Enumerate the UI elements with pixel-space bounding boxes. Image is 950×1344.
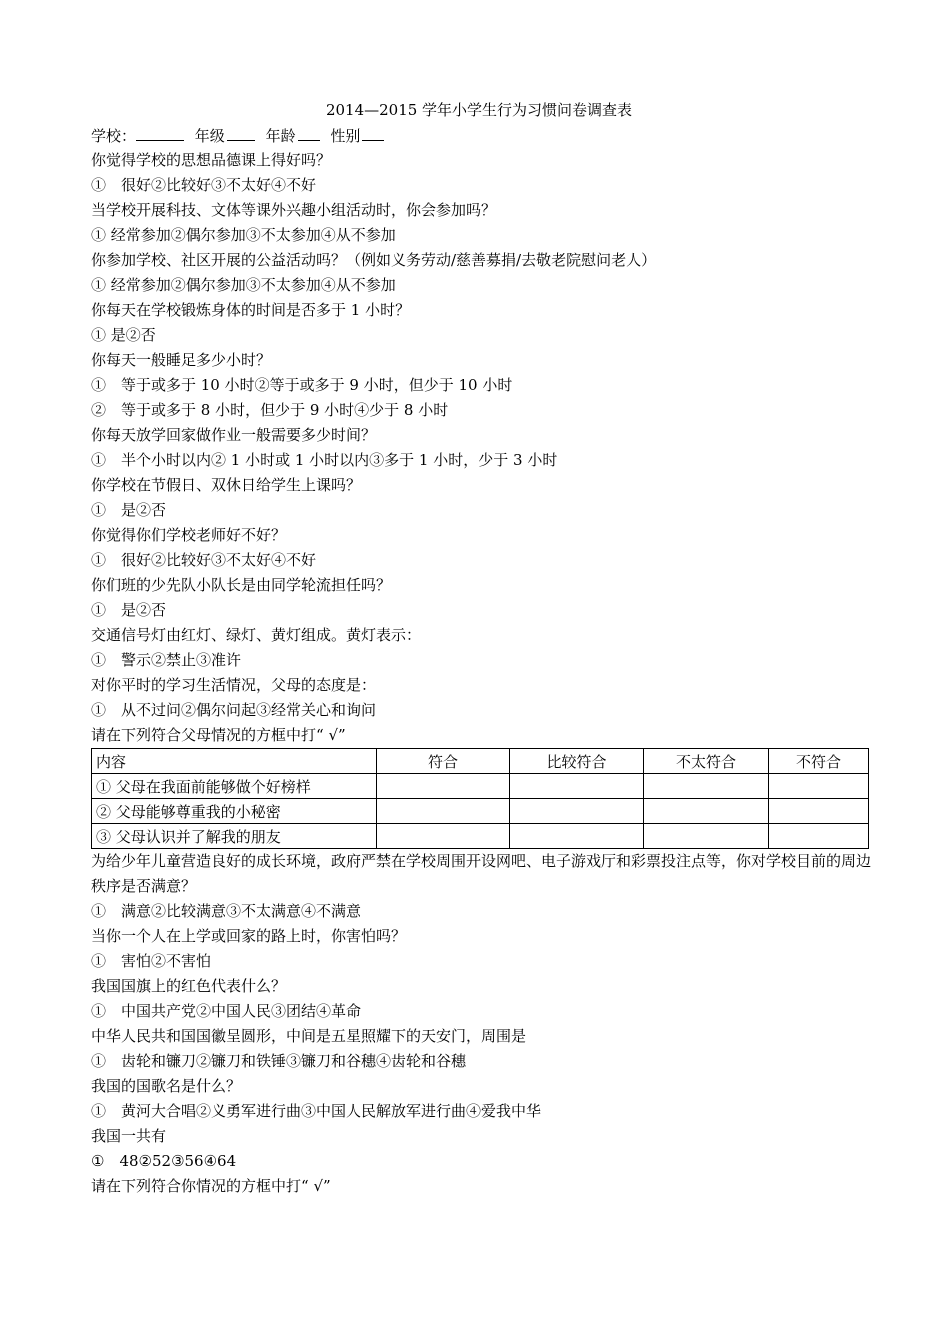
answer-options[interactable]: ① 是②否 xyxy=(91,601,167,619)
question-text: 中华人民共和国国徽呈圆形，中间是五星照耀下的天安门，周围是 xyxy=(91,1027,527,1045)
answer-options[interactable]: ① 中国共产党②中国人民③团结④革命 xyxy=(91,1002,362,1020)
answer-options[interactable]: ① 齿轮和镰刀②镰刀和铁锤③镰刀和谷穗④齿轮和谷穗 xyxy=(91,1052,467,1070)
answer-options[interactable]: ① 害怕②不害怕 xyxy=(91,952,212,970)
gender-blank[interactable] xyxy=(362,123,384,141)
question-text: 我国国旗上的红色代表什么？ xyxy=(91,977,287,995)
table-header-cell: 符合 xyxy=(377,749,510,774)
checkbox-cell[interactable] xyxy=(644,824,769,849)
answer-options[interactable]: ① 黄河大合唱②义勇军进行曲③中国人民解放军进行曲④爱我中华 xyxy=(91,1102,542,1120)
table-header-cell: 内容 xyxy=(92,749,377,774)
table-header-cell: 不太符合 xyxy=(644,749,769,774)
questions-block-2 xyxy=(91,899,871,1199)
question-text: 你们班的少先队小队长是由同学轮流担任吗？ xyxy=(91,576,392,594)
checkbox-cell[interactable] xyxy=(644,799,769,824)
checkbox-cell[interactable] xyxy=(510,799,644,824)
table-header-cell: 比较符合 xyxy=(510,749,644,774)
answer-options[interactable]: ① 经常参加②偶尔参加③不太参加④从不参加 xyxy=(91,276,396,294)
school-blank[interactable] xyxy=(136,123,184,141)
table-row xyxy=(92,799,869,824)
checkbox-cell[interactable] xyxy=(510,774,644,799)
checkbox-cell[interactable] xyxy=(769,799,869,824)
table-instruction: 请在下列符合父母情况的方框中打“ √” xyxy=(91,726,346,744)
header-fields xyxy=(91,123,871,148)
question-text: 你觉得学校的思想品德课上得好吗？ xyxy=(91,151,332,169)
checkbox-cell[interactable] xyxy=(644,774,769,799)
question-text: 当学校开展科技、文体等课外兴趣小组活动时，你会参加吗？ xyxy=(91,201,497,219)
grade-blank[interactable] xyxy=(227,123,255,141)
answer-options[interactable]: ① 等于或多于 10 小时②等于或多于 9 小时，但少于 10 小时 xyxy=(91,376,513,394)
answer-options[interactable]: ① 48②52③56④64 xyxy=(91,1152,237,1170)
question-text: 你每天在学校锻炼身体的时间是否多于 1 小时？ xyxy=(91,301,411,319)
table-row-label: ② 父母能够尊重我的小秘密 xyxy=(92,799,377,824)
table-header-cell: 不符合 xyxy=(769,749,869,774)
questionnaire-page xyxy=(91,98,871,1199)
checkbox-cell[interactable] xyxy=(769,774,869,799)
checkbox-cell[interactable] xyxy=(769,824,869,849)
answer-options[interactable]: ① 满意②比较满意③不太满意④不满意 xyxy=(91,902,362,920)
checkbox-cell[interactable] xyxy=(377,774,510,799)
age-label: 年龄 xyxy=(265,127,296,145)
answer-options[interactable]: ① 很好②比较好③不太好④不好 xyxy=(91,176,317,194)
checkbox-cell[interactable] xyxy=(510,824,644,849)
grade-label: 年级 xyxy=(194,127,225,145)
question-text: 你觉得你们学校老师好不好？ xyxy=(91,526,287,544)
checkbox-cell[interactable] xyxy=(377,824,510,849)
table-instruction: 请在下列符合你情况的方框中打“ √” xyxy=(91,1177,331,1195)
parent-check-table xyxy=(91,748,869,849)
table-row-label: ① 父母在我面前能够做个好榜样 xyxy=(92,774,377,799)
answer-options[interactable]: ② 等于或多于 8 小时，但少于 9 小时④少于 8 小时 xyxy=(91,401,449,419)
question-text: 我国的国歌名是什么？ xyxy=(91,1077,242,1095)
question-text: 你参加学校、社区开展的公益活动吗？（例如义务劳动/慈善募捐/去敬老院慰问老人） xyxy=(91,251,657,269)
page-title: 2014—2015 学年小学生行为习惯问卷调查表 xyxy=(325,101,633,119)
question-paragraph: 为给少年儿童营造良好的成长环境，政府严禁在学校周围开设网吧、电子游戏厅和彩票投注点等，你对学校目前的周边秩序是否满意？ xyxy=(91,852,872,895)
questions-block-1 xyxy=(91,148,871,748)
table-row xyxy=(92,774,869,799)
question-text: 当你一个人在上学或回家的路上时，你害怕吗？ xyxy=(91,927,407,945)
table-row-label: ③ 父母认识并了解我的朋友 xyxy=(92,824,377,849)
answer-options[interactable]: ① 从不过问②偶尔问起③经常关心和询问 xyxy=(91,701,377,719)
question-text: 对你平时的学习生活情况，父母的态度是： xyxy=(91,676,377,694)
gender-label: 性别 xyxy=(330,127,361,145)
answer-options[interactable]: ① 是②否 xyxy=(91,326,156,344)
question-text: 你每天放学回家做作业一般需要多少时间？ xyxy=(91,426,377,444)
answer-options[interactable]: ① 经常参加②偶尔参加③不太参加④从不参加 xyxy=(91,226,396,244)
school-label: 学校： xyxy=(91,127,137,145)
checkbox-cell[interactable] xyxy=(377,799,510,824)
answer-options[interactable]: ① 很好②比较好③不太好④不好 xyxy=(91,551,317,569)
answer-options[interactable]: ① 半个小时以内② 1 小时或 1 小时以内③多于 1 小时，少于 3 小时 xyxy=(91,451,558,469)
question-text: 我国一共有 xyxy=(91,1127,167,1145)
question-text: 你学校在节假日、双休日给学生上课吗？ xyxy=(91,476,362,494)
answer-options[interactable]: ① 警示②禁止③准许 xyxy=(91,651,242,669)
table-row xyxy=(92,824,869,849)
question-text: 交通信号灯由红灯、绿灯、黄灯组成。黄灯表示： xyxy=(91,626,422,644)
answer-options[interactable]: ① 是②否 xyxy=(91,501,167,519)
age-blank[interactable] xyxy=(298,123,320,141)
question-text: 你每天一般睡足多少小时？ xyxy=(91,351,272,369)
table-header-row xyxy=(92,749,869,774)
